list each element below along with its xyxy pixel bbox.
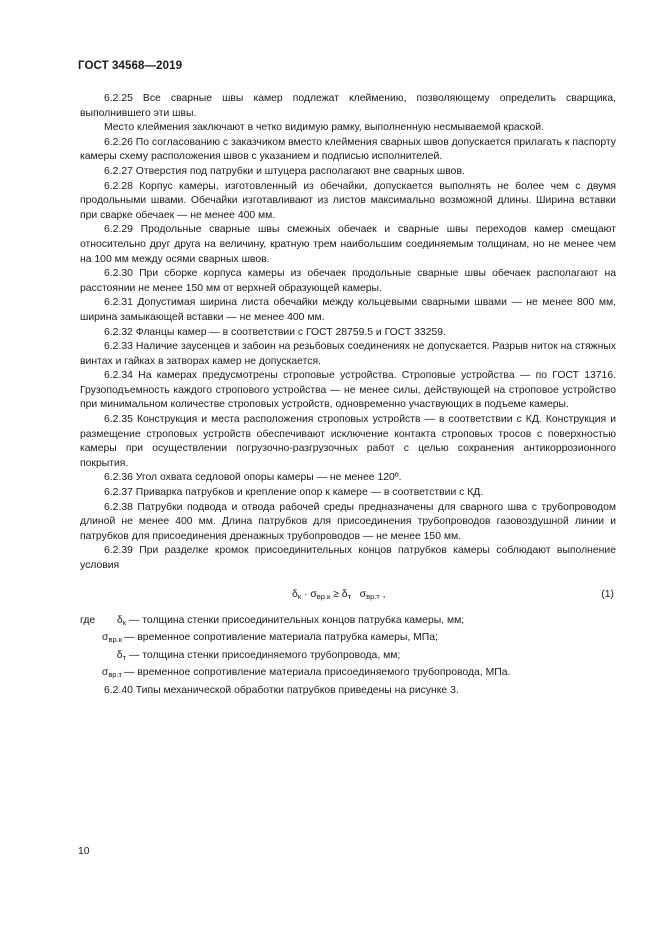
paragraph-6-2-37: 6.2.37 Приварка патрубков и крепление опор к камере — в соответствии с КД. <box>104 487 484 499</box>
definition-sigma-vr-t <box>80 666 616 681</box>
definition-symbol: $\sigma_{вр.к}$ <box>102 632 122 645</box>
paragraph-6-2-25: 6.2.25 Все сварные швы камер подлежат клеймению, позволяющему определить сварщика, выполнившего эти швы. <box>80 93 616 119</box>
paragraph-6-2-32: 6.2.32 Фланцы камер — в соответствии с ГОСТ 28759.5 и ГОСТ 33259. <box>104 326 446 338</box>
paragraph-stamp-place: Место клеймения заключают в четко видимую рамку, выполненную несмываемой краской. <box>104 122 544 134</box>
page-number: 10 <box>78 846 90 857</box>
definition-symbol: $\delta_к$ <box>116 614 126 627</box>
paragraph-6-2-30: 6.2.30 При сборке корпуса камеры из обечаек продольные сварные швы обечаек располагают на расстоянии не менее 150 мм от верхней образующей камеры. <box>80 268 616 294</box>
geq-sign: ≥ <box>333 588 339 600</box>
sigma-symbol-t: σ <box>359 588 367 600</box>
sigma-symbol: σ <box>310 588 317 600</box>
paragraph-6-2-38: 6.2.38 Патрубки подвода и отвода рабочей среды предназначены для сварного шва с трубопроводом длиной не менее 400 мм. Длина патрубков для присоединения трубопроводов газовоздушной линии и патрубков для присоединения дренажных трубопроводов — не менее 150 мм. <box>80 501 616 542</box>
paragraph-6-2-40: 6.2.40 Типы механической обработки патрубков приведены на рисунке 3. <box>104 684 459 696</box>
delta-symbol-t: δ <box>341 588 348 600</box>
document-header: ГОСТ 34568—2019 <box>78 60 183 72</box>
definition-symbol: $\sigma_{вр.т}$ <box>101 667 122 680</box>
subscript-k: к <box>297 591 302 601</box>
paragraph-6-2-36: 6.2.36 Угол охвата седловой опоры камеры — не менее 120º. <box>104 472 402 484</box>
paragraph-6-2-28: 6.2.28 Корпус камеры, изготовленный из обечайки, допускается выполнять не более чем с двумя продольными швами. Обечайки изготавливают из листов максимально возможной длины. Ширина вставки при сварке обечаек — не менее 400 мм. <box>80 180 616 221</box>
formula-expression <box>292 588 386 605</box>
definition-delta-t <box>80 649 616 664</box>
definition-text: — временное сопротивление материала патрубка камеры, МПа; <box>124 632 438 644</box>
definition-sigma-vr-k <box>80 631 616 646</box>
where-label: где <box>80 614 96 626</box>
paragraph-6-2-35: 6.2.35 Конструкция и места расположения строповых устройств — в соответствии с КД. Конструкция и размещение строповых устройств обеспечивают исключение контакта строповых тросов с поверхностью камеры при осуществлении погрузочно-разгрузочных работ с целью сохранения антикоррозионного покрытия. <box>80 414 616 469</box>
paragraph-6-2-29: 6.2.29 Продольные сварные швы смежных обечаек и сварные швы переходов камер смещают относительно друг друга на величину, кратную трем наибольшим соединяемым толщинам, но не менее чем на 100 мм между осями сварных швов. <box>80 224 616 265</box>
definition-text: — временное сопротивление материала присоединяемого трубопровода, МПа. <box>124 667 511 679</box>
formula-1 <box>80 584 616 608</box>
definition-delta-k <box>80 614 616 629</box>
multiply-dot: · <box>303 588 308 600</box>
document-body <box>80 92 616 698</box>
definition-text: — толщина стенки присоединительных концов патрубка камеры, мм; <box>129 614 465 626</box>
paragraph-6-2-31: 6.2.31 Допустимая ширина листа обечайки между кольцевыми сварными швами — не менее 800 мм, ширина замыкающей вставки — не менее 400 мм. <box>80 297 616 323</box>
subscript-t: т <box>347 591 351 601</box>
paragraph-6-2-34: 6.2.34 На камерах предусмотрены строповые устройства. Строповые устройства — по ГОСТ 13716. Грузоподъемность каждого стропового устройства — не менее силы, действующей на строповое устройство при минимальном количестве строповых устройств, одновременно участвующих в подъеме камеры. <box>80 370 616 411</box>
delta-symbol: δ <box>292 588 298 600</box>
formula-comma: , <box>382 588 386 600</box>
definition-text: — толщина стенки присоединяемого трубопровода, мм; <box>129 649 401 661</box>
formula-number: (1) <box>601 588 614 600</box>
paragraph-6-2-26: 6.2.26 По согласованию с заказчиком вместо клеймения сварных швов допускается прилагать к паспорту камеры схему расположения швов с указанием и подписью исполнителей. <box>80 136 616 163</box>
paragraph-6-2-27: 6.2.27 Отверстия под патрубки и штуцера располагают вне сварных швов. <box>104 165 465 177</box>
subscript-vr-t: вр.т <box>366 591 380 601</box>
definition-symbol: $\delta_т$ <box>116 649 126 662</box>
paragraph-6-2-39: 6.2.39 При разделке кромок присоединительных концов патрубков камеры соблюдают выполнение условия <box>80 545 616 571</box>
symbol-definitions <box>80 614 616 682</box>
subscript-vr-k: вр.к <box>316 591 331 601</box>
paragraph-6-2-33: 6.2.33 Наличие заусенцев и забоин на резьбовых соединениях не допускается. Разрыв ниток на стяжных винтах и гайках в затворах камер не допускается. <box>80 341 616 367</box>
